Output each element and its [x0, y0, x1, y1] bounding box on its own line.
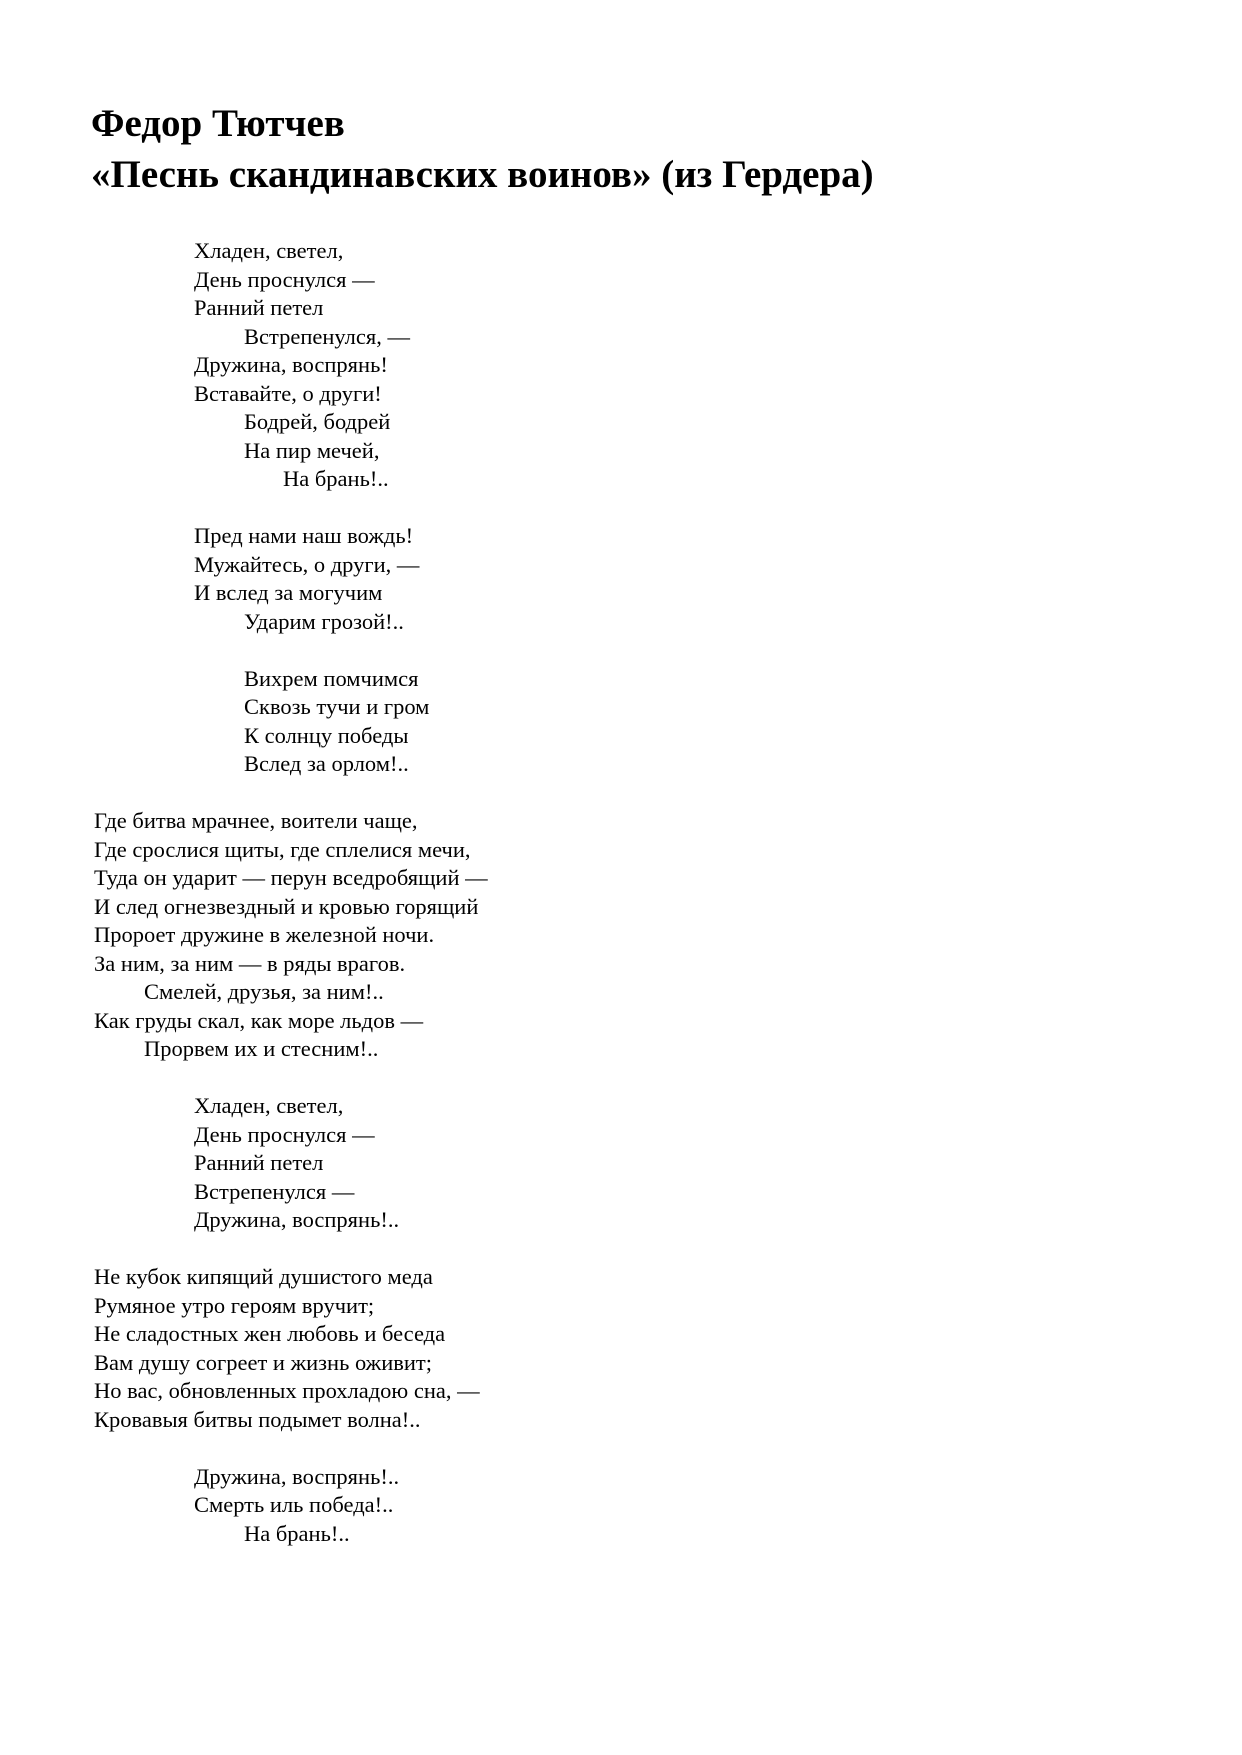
poem-line: Хладен, светел,: [194, 238, 344, 263]
poem-line: Вставайте, о други!: [194, 380, 382, 406]
poem-line: Дружина, воспрянь!: [194, 352, 388, 377]
poem-line: Ранний петел: [194, 1150, 324, 1175]
poem-line: Встрепенулся —: [194, 1178, 355, 1204]
poem-title-heading: «Песнь скандинавских воинов» (из Гердера): [91, 153, 874, 196]
poem-line: Румяное утро героям вручит;: [94, 1292, 375, 1318]
poem-line: Туда он ударит — перун вседробящий —: [94, 865, 488, 890]
poem-line: Не кубок кипящий душистого меда: [94, 1264, 433, 1289]
poem-line: День проснулся —: [194, 1121, 375, 1147]
poem-line: Бодрей, бодрей: [244, 409, 391, 434]
poem-line: Как груды скал, как море льдов —: [94, 1007, 424, 1033]
poem-line: Где срослися щиты, где сплелися мечи,: [94, 836, 471, 862]
poem-line: Пред нами наш вождь!: [194, 523, 414, 548]
stanza-7: [0, 1463, 1242, 1549]
poem-line: За ним, за ним — в ряды врагов.: [94, 950, 406, 976]
poem-line: Ударим грозой!..: [244, 608, 404, 634]
poem-line: Но вас, обновленных прохладою сна, —: [94, 1378, 480, 1403]
poem-line: Пророет дружине в железной ночи.: [94, 922, 435, 947]
poem-line: Где битва мрачнее, воители чаще,: [94, 808, 418, 833]
poem-line: Не сладостных жен любовь и беседа: [94, 1321, 446, 1346]
poem-line: Вам душу согреет и жизнь оживит;: [94, 1349, 432, 1375]
poem-line: Прорвем их и стесним!..: [144, 1036, 379, 1061]
poem-line: Смелей, друзья, за ним!..: [144, 979, 384, 1004]
poem-line: К солнцу победы: [244, 722, 409, 748]
stanza-gap: [0, 1064, 1242, 1093]
poem-body: [0, 237, 1242, 1548]
stanza-2: [0, 522, 1242, 636]
poem-line: Встрепенулся, —: [244, 323, 410, 349]
poem-line: Смерть иль победа!..: [194, 1492, 394, 1517]
poem-line: И след огнезвездный и кровью горящий: [94, 893, 479, 919]
stanza-6: [0, 1263, 1242, 1434]
poem-line: Ранний петел: [194, 295, 324, 320]
stanza-3: [0, 665, 1242, 779]
poem-line: Дружина, воспрянь!..: [194, 1207, 400, 1232]
stanza-gap: [0, 1434, 1242, 1463]
stanza-5: [0, 1092, 1242, 1235]
author-heading: Федор Тютчев: [91, 102, 345, 145]
title-block: [91, 98, 1191, 200]
poem-line: Мужайтесь, о други, —: [194, 551, 420, 577]
stanza-1: [0, 237, 1242, 494]
stanza-gap: [0, 779, 1242, 808]
poem-line: Вслед за орлом!..: [244, 751, 409, 776]
poem-line: И вслед за могучим: [194, 580, 383, 605]
poem-line: На пир мечей,: [244, 437, 380, 463]
poem-line: На брань!..: [244, 1520, 350, 1546]
stanza-gap: [0, 494, 1242, 523]
poem-line: День проснулся —: [194, 266, 375, 292]
poem-line: Сквозь тучи и гром: [244, 694, 430, 719]
stanza-gap: [0, 1235, 1242, 1264]
stanza-4: [0, 807, 1242, 1064]
poem-line: Дружина, воспрянь!..: [194, 1463, 400, 1489]
poem-line: Вихрем помчимся: [244, 665, 419, 691]
poem-line: Кровавыя битвы подымет волна!..: [94, 1406, 421, 1432]
poem-line: Хладен, светел,: [194, 1093, 344, 1118]
poem-line: На брань!..: [283, 466, 389, 491]
stanza-gap: [0, 636, 1242, 665]
